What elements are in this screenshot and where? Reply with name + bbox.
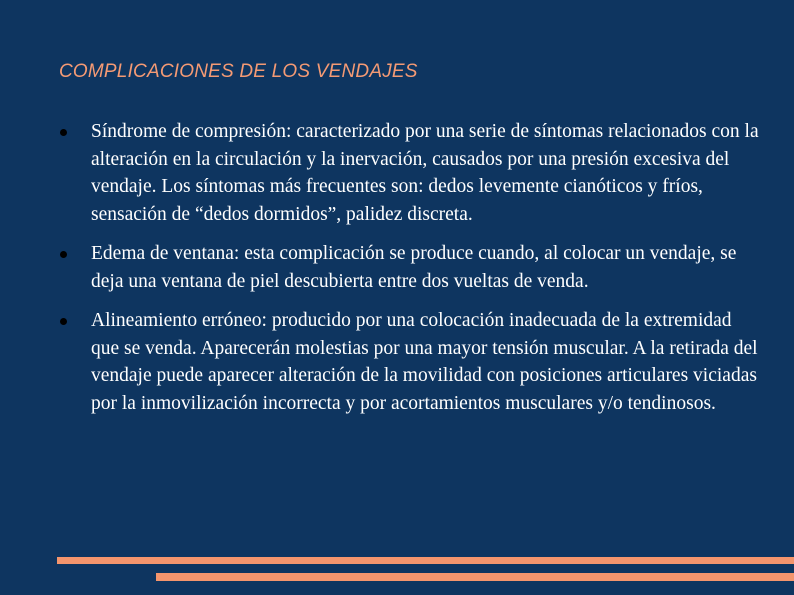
bullet-text: Síndrome de compresión: caracterizado por una serie de síntomas relacionados con la alteración en la circulación y la inervación, causados por una presión excesiva del vendaje. Los síntomas más frecuentes son: dedos levemente cianóticos y fríos, sensación de “dedos dormidos”, palidez discreta. [91,121,759,225]
decorative-bar-bottom [156,573,794,581]
bullet-text: Edema de ventana: esta complicación se produce cuando, al colocar un vendaje, se deja una ventana de piel descubierta entre dos vueltas de venda. [91,243,737,292]
bullet-dot-icon [60,129,67,136]
bullet-text: Alineamiento erróneo: producido por una colocación inadecuada de la extremidad que se venda. Aparecerán molestias por una mayor tensión muscular. A la retirada del vendaje puede aparecer alteración de la movilidad con posiciones articulares viciadas por la inmovilización incorrecta y por acortamientos musculares y/o tendinosos. [91,310,758,414]
bullet-dot-icon [60,318,67,325]
slide-title: COMPLICACIONES DE LOS VENDAJES [59,61,418,82]
bullet-item-sindrome-compresion [60,118,760,228]
bullet-item-alineamiento-erroneo [60,307,760,417]
bullet-dot-icon [60,251,67,258]
bullet-item-edema-ventana [60,240,760,295]
decorative-bar-top [57,557,794,564]
bullet-list [60,118,760,429]
